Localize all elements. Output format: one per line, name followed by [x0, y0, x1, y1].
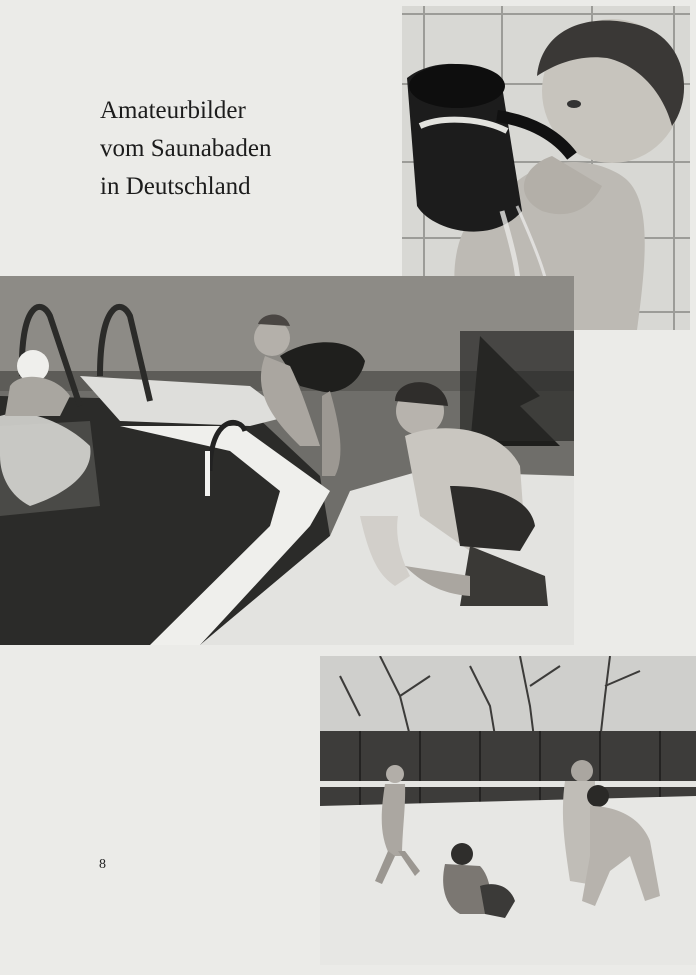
title-line-2: vom Saunabaden — [100, 135, 272, 162]
page-title — [100, 92, 380, 206]
page-number: 8 — [99, 857, 106, 872]
title-line-1: Amateurbilder — [100, 97, 246, 124]
photo-snow-yard — [320, 656, 696, 965]
winter-pool-image — [0, 276, 574, 645]
photo-winter-pool — [0, 276, 574, 645]
snow-yard-image — [320, 656, 696, 965]
title-line-3: in Deutschland — [100, 173, 251, 200]
